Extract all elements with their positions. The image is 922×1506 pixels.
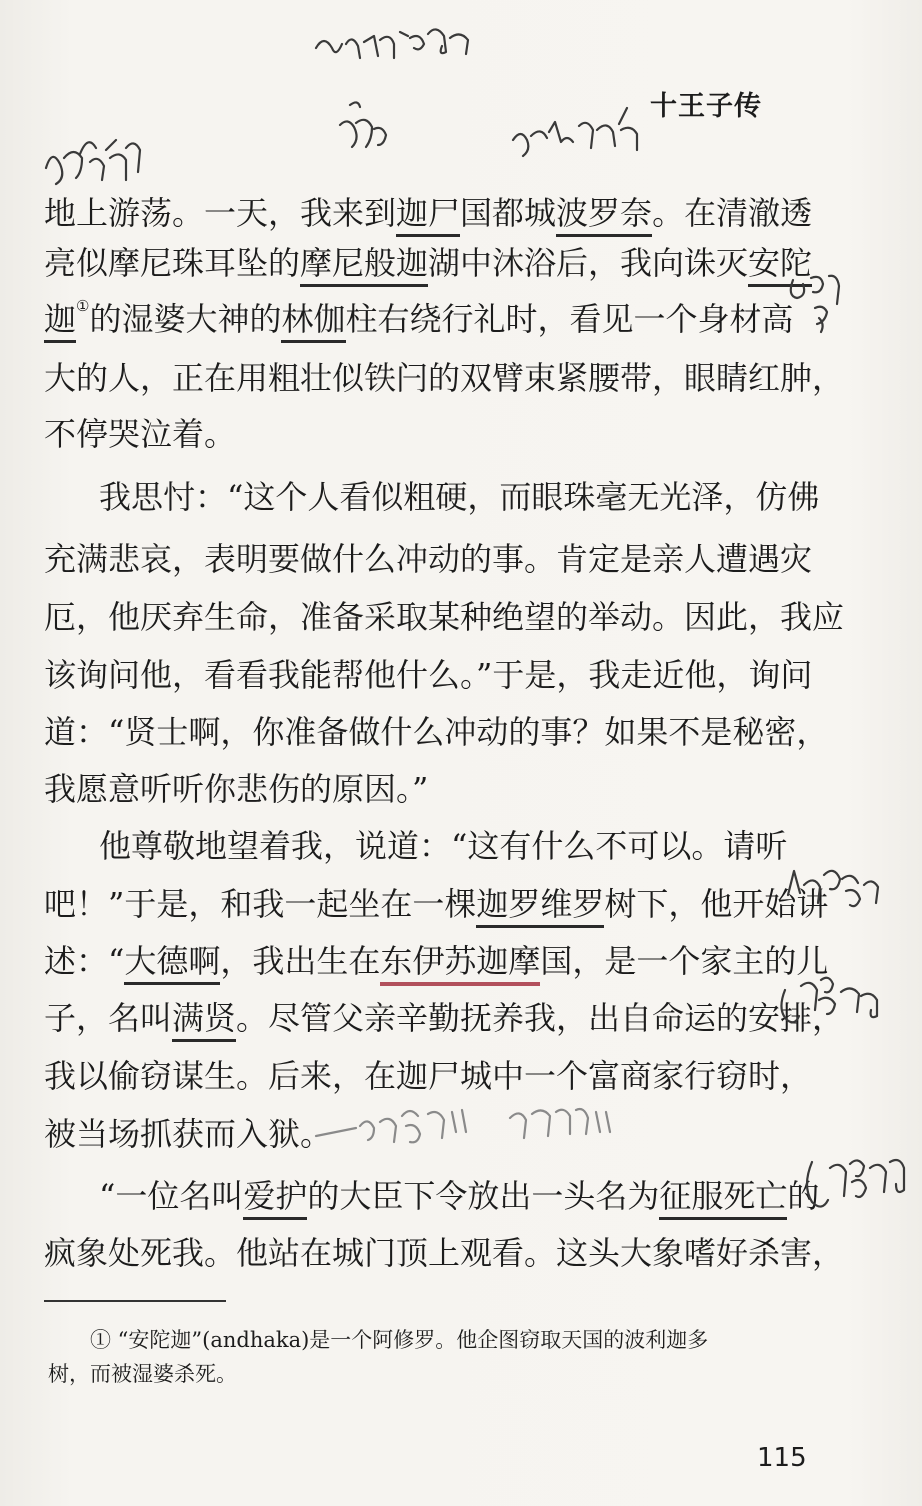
underlined-term: 爱护 (243, 1177, 307, 1220)
body-line-6: 我思忖：“这个人看似粗硬，而眼珠毫无光泽，仿佛 (99, 478, 820, 516)
footnote-marker: ① (76, 297, 90, 315)
body-line-13: 吧！”于是，和我一起坐在一棵迦罗维罗树下，他开始讲 (44, 888, 828, 920)
underlined-term: 林伽 (281, 300, 345, 343)
footnote-line-1: ① “安陀迦”(andhaka)是一个阿修罗。他企图窃取天国的波利迦多 (90, 1328, 709, 1352)
body-line-12: 他尊敬地望着我，说道：“这有什么不可以。请听 (99, 827, 788, 865)
handwriting-annotation (40, 118, 150, 198)
underlined-term: 迦 (44, 300, 76, 343)
page-number: 115 (757, 1443, 807, 1473)
underlined-term: 迦尸 (396, 194, 460, 237)
body-line-8: 厄，他厌弃生命，准备采取某种绝望的举动。因此，我应 (44, 598, 845, 636)
handwriting-annotation (310, 18, 480, 73)
underlined-term: 摩尼般迦 (300, 244, 428, 287)
body-line-5: 不停哭泣着。 (44, 415, 237, 453)
footnote-line-2: 树，而被湿婆杀死。 (48, 1362, 237, 1386)
handwriting-annotation (785, 268, 865, 348)
handwriting-annotation (780, 855, 890, 925)
handwriting-annotation (330, 95, 400, 165)
underlined-term: 大德啊 (124, 942, 220, 985)
body-line-11: 我愿意听听你悲伤的原因。” (44, 770, 429, 808)
body-line-3: 迦①的湿婆大神的林伽柱右绕行礼时，看见一个身材高 (44, 303, 794, 335)
handwriting-annotation (775, 970, 895, 1050)
body-line-9: 该询问他，看看我能帮他什么。”于是，我走近他，询问 (44, 656, 813, 694)
underlined-term: 安陀 (748, 244, 812, 287)
body-line-2: 亮似摩尼珠耳坠的摩尼般迦湖中沐浴后，我向诛灭安陀 (44, 247, 812, 279)
underlined-term: 满贤 (172, 999, 236, 1042)
handwriting-annotation (800, 1148, 915, 1228)
underlined-term: 波罗奈 (556, 194, 652, 237)
body-line-15: 子，名叫满贤。尽管父亲辛勤抚养我，出自命运的安排， (44, 1002, 844, 1034)
text-segment: 地上游荡。一天，我来到 (44, 194, 397, 232)
body-line-7: 充满悲哀，表明要做什么冲动的事。肯定是亲人遭遇灾 (44, 540, 813, 578)
underlined-term-red: 东伊苏迦摩 (380, 942, 540, 986)
running-header: 十王子传 (650, 91, 762, 122)
body-line-16: 我以偷窃谋生。后来，在迦尸城中一个富商家行窃时， (44, 1057, 813, 1095)
footnote-rule (44, 1300, 226, 1302)
body-line-17: 被当场抓获而入狱。 (44, 1115, 333, 1153)
handwriting-annotation (505, 100, 655, 170)
body-line-14: 述：“大德啊，我出生在东伊苏迦摩国，是一个家主的儿 (44, 945, 828, 977)
underlined-term: 征服死亡 (659, 1177, 787, 1220)
body-line-4: 大的人，正在用粗壮似铁闩的双臂束紧腰带，眼睛红肿， (44, 359, 845, 397)
handwriting-annotation (310, 1092, 660, 1162)
body-line-1: 地上游荡。一天，我来到迦尸国都城波罗奈。在清澈透 (44, 197, 812, 229)
body-line-18: “一位名叫爱护的大臣下令放出一头名为征服死亡的 (99, 1180, 819, 1212)
body-line-19: 疯象处死我。他站在城门顶上观看。这头大象嗜好杀害， (44, 1234, 845, 1272)
body-line-10: 道：“贤士啊，你准备做什么冲动的事？如果不是秘密， (44, 713, 829, 751)
underlined-term: 迦罗维罗 (476, 885, 604, 928)
